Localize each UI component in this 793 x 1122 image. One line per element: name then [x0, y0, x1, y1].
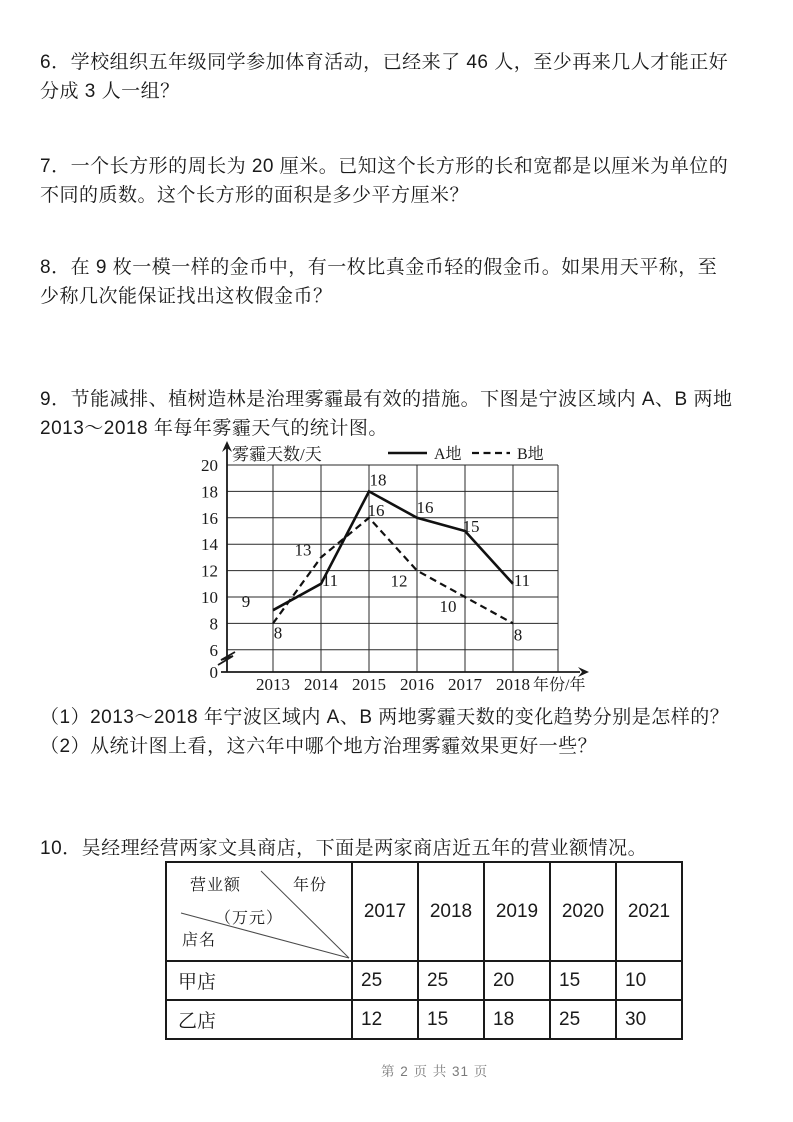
question-9-subquestions	[40, 703, 762, 761]
question-6	[40, 48, 762, 106]
question-8-line-2: 少称几次能保证找出这枚假金币？	[40, 286, 333, 307]
corner-label-year: 年份	[293, 877, 328, 894]
svg-text:11: 11	[513, 570, 531, 590]
svg-text:13: 13	[294, 540, 312, 560]
svg-text:18: 18	[201, 482, 218, 502]
svg-text:2013: 2013	[256, 675, 290, 694]
question-7-line-1: 7．一个长方形的周长为 20 厘米。已知这个长方形的长和宽都是以厘米为单位的	[40, 156, 729, 177]
year-header-2019: 2019	[484, 862, 550, 961]
svg-text:2014: 2014	[304, 675, 338, 694]
svg-text:8: 8	[513, 625, 523, 645]
store-a-2021: 10	[616, 961, 682, 1000]
store-b-2019: 18	[484, 1000, 550, 1039]
question-6-line-2: 分成 3 人一组？	[40, 81, 180, 102]
year-header-2021: 2021	[616, 862, 682, 961]
question-8	[40, 253, 762, 311]
question-6-line-1: 6．学校组织五年级同学参加体育活动，已经来了 46 人，至少再来几人才能正好	[40, 52, 729, 73]
svg-text:16: 16	[416, 497, 434, 517]
store-b-2020: 25	[550, 1000, 616, 1039]
svg-text:12: 12	[201, 561, 218, 581]
store-a-2018: 25	[418, 961, 484, 1000]
store-a-2020: 15	[550, 961, 616, 1000]
svg-text:2018: 2018	[496, 675, 530, 694]
svg-text:11: 11	[321, 570, 339, 590]
svg-text:18: 18	[369, 470, 387, 490]
store-b-name: 乙店	[166, 1000, 352, 1039]
question-9-line-1: 9．节能减排、植树造林是治理雾霾最有效的措施。下图是宁波区域内 A、B 两地	[40, 389, 733, 410]
question-8-line-1: 8．在 9 枚一模一样的金币中，有一枚比真金币轻的假金币。如果用天平称，至	[40, 257, 718, 278]
svg-text:B地: B地	[517, 446, 544, 463]
corner-label-revenue: 营业额	[190, 877, 242, 894]
svg-text:20: 20	[201, 456, 218, 475]
svg-text:6: 6	[209, 640, 218, 660]
question-9-line-2: 2013～2018 年每年雾霾天气的统计图。	[40, 418, 388, 439]
page-number-footer: 第 2 页 共 31 页	[381, 1064, 489, 1079]
svg-text:15: 15	[462, 517, 480, 536]
svg-text:10: 10	[201, 588, 218, 607]
svg-text:2017: 2017	[448, 675, 482, 694]
store-b-2018: 15	[418, 1000, 484, 1039]
question-10	[40, 834, 762, 863]
svg-text:雾霾天数/天: 雾霾天数/天	[232, 445, 322, 464]
question-10-line-1: 10．吴经理经营两家文具商店，下面是两家商店近五年的营业额情况。	[40, 838, 648, 859]
svg-text:16: 16	[201, 508, 218, 528]
year-header-2017: 2017	[352, 862, 418, 961]
question-7	[40, 152, 762, 210]
question-9-sub-2: （2）从统计图上看，这六年中哪个地方治理雾霾效果更好一些？	[40, 736, 598, 757]
svg-text:12: 12	[390, 571, 408, 591]
revenue-table	[165, 861, 683, 1040]
store-b-2021: 30	[616, 1000, 682, 1039]
smog-days-line-chart-svg	[190, 441, 600, 699]
svg-text:8: 8	[209, 614, 218, 634]
svg-text:8: 8	[273, 623, 283, 643]
table-row-store-b	[166, 1000, 682, 1039]
svg-text:年份/年: 年份/年	[533, 677, 586, 694]
question-7-line-2: 不同的质数。这个长方形的面积是多少平方厘米？	[40, 185, 470, 206]
year-header-2018: 2018	[418, 862, 484, 961]
corner-label-unit: （万元）	[215, 910, 284, 927]
smog-days-line-chart	[190, 441, 600, 699]
year-header-2020: 2020	[550, 862, 616, 961]
store-a-2017: 25	[352, 961, 418, 1000]
store-b-2017: 12	[352, 1000, 418, 1039]
corner-label-store: 店名	[182, 932, 217, 949]
question-9	[40, 385, 762, 443]
revenue-table-header-row	[166, 862, 682, 961]
svg-text:14: 14	[201, 535, 218, 555]
revenue-table-corner-cell	[166, 862, 352, 961]
question-9-sub-1: （1）2013～2018 年宁波区域内 A、B 两地雾霾天数的变化趋势分别是怎样的？	[40, 707, 730, 728]
store-a-2019: 20	[484, 961, 550, 1000]
svg-text:16: 16	[367, 500, 385, 520]
table-row-store-a	[166, 961, 682, 1000]
svg-text:10: 10	[439, 597, 457, 616]
svg-text:2015: 2015	[352, 675, 386, 694]
svg-text:2016: 2016	[400, 675, 434, 694]
svg-text:0: 0	[209, 663, 218, 682]
store-a-name: 甲店	[166, 961, 352, 1000]
svg-text:A地: A地	[434, 446, 462, 463]
svg-text:9: 9	[241, 592, 251, 612]
